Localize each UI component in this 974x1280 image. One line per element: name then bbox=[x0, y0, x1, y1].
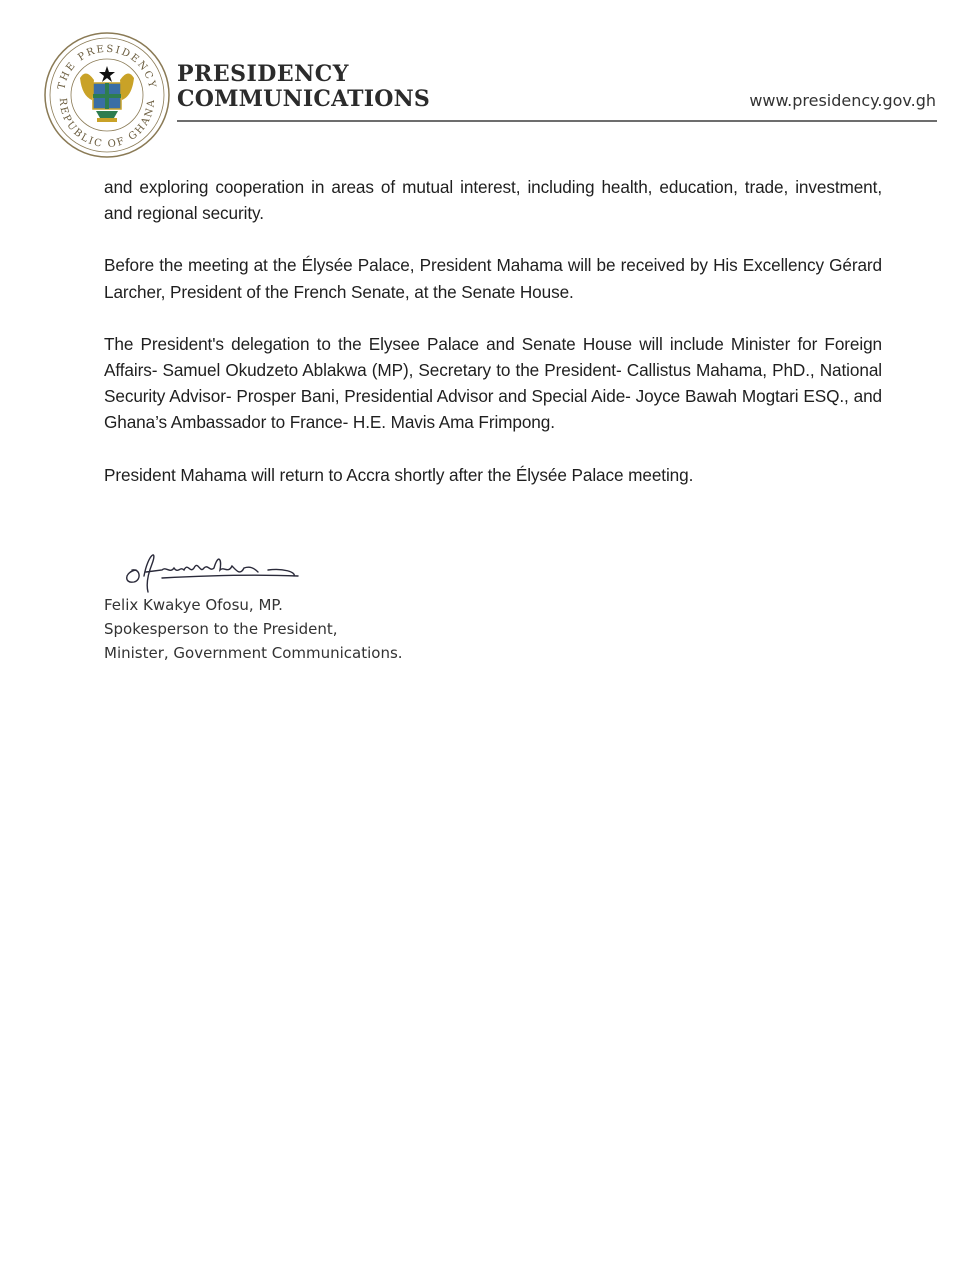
handwritten-signature bbox=[118, 540, 308, 596]
brand-line-presidency: PRESIDENCY bbox=[177, 61, 349, 87]
paragraph: Before the meeting at the Élysée Palace, President Mahama will be received by His Excellency Gérard Larcher, President of the French Senate, at the Senate House. bbox=[104, 255, 882, 302]
press-release-body bbox=[104, 174, 882, 514]
signatory-name: Felix Kwakye Ofosu, MP. bbox=[104, 596, 283, 614]
signatory-block bbox=[104, 593, 403, 665]
header-divider bbox=[177, 120, 937, 122]
website-link[interactable]: www.presidency.gov.gh bbox=[749, 91, 936, 110]
signatory-title: Minister, Government Communications. bbox=[104, 644, 403, 662]
signatory-title: Spokesperson to the President, bbox=[104, 620, 338, 638]
paragraph: President Mahama will return to Accra shortly after the Élysée Palace meeting. bbox=[104, 464, 694, 485]
seal-top-text: THE PRESIDENCY bbox=[56, 43, 158, 91]
brand-title bbox=[177, 62, 430, 112]
seal-bottom-text: REPUBLIC OF GHANA bbox=[56, 97, 158, 151]
paragraph: The President's delegation to the Elysee Palace and Senate House will include Minister for Foreign Affairs- Samuel Okudzeto Ablakwa (MP), Secretary to the President- Callistus Mahama, PhD., National Security Advisor- Prosper Bani, Presidential Advisor and Special Aide- Joyce Bawah Mogtari ESQ., and Ghana’s Ambassador to France- H.E. Mavis Ama Frimpong. bbox=[104, 333, 882, 433]
brand-line-communications: COMMUNICATIONS bbox=[177, 86, 430, 112]
presidency-seal-logo bbox=[42, 30, 172, 160]
paragraph: and exploring cooperation in areas of mutual interest, including health, education, trade, investment, and regional security. bbox=[104, 177, 882, 224]
